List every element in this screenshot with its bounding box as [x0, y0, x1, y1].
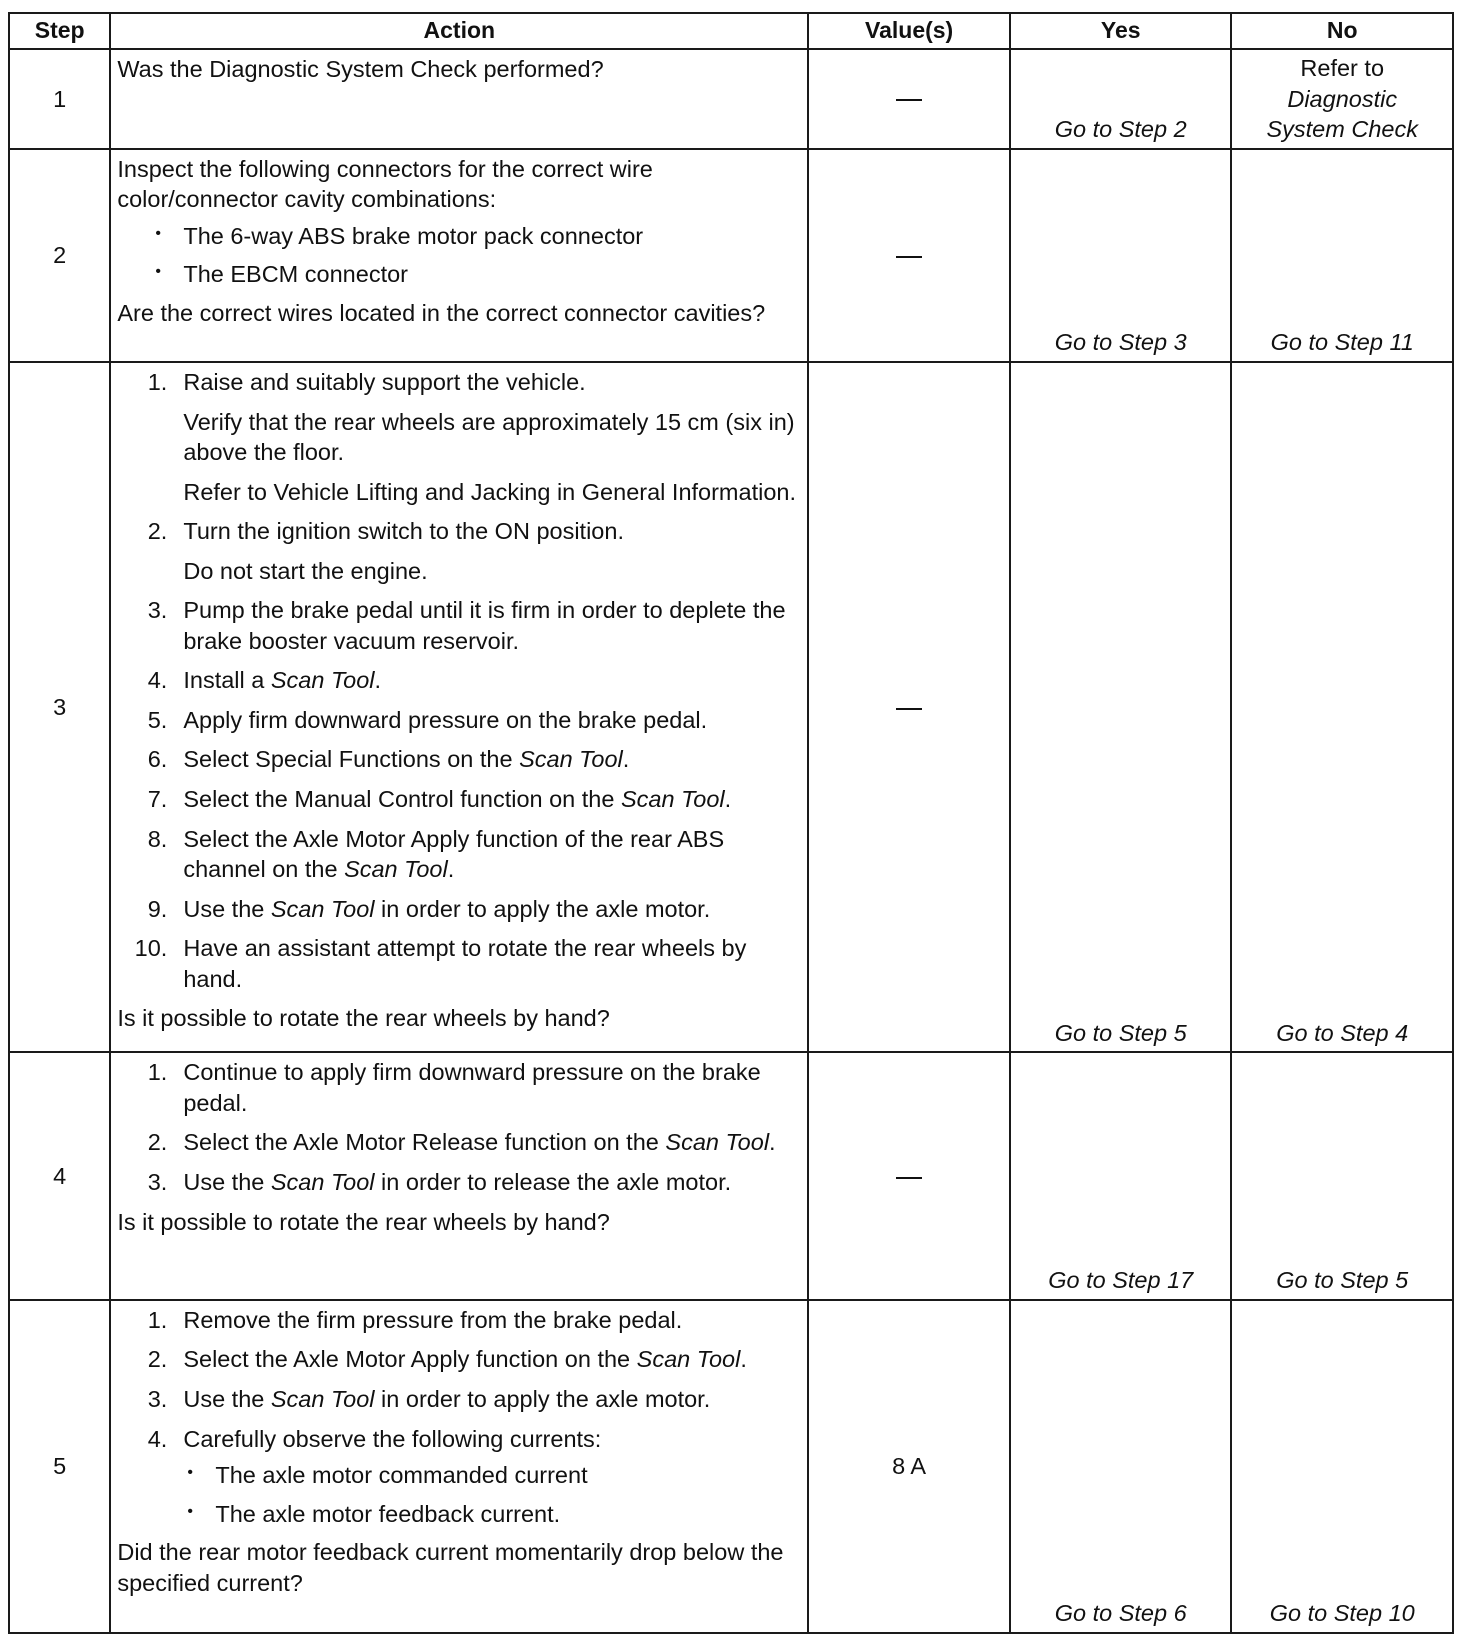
table-row	[9, 49, 1453, 149]
step-number: 3	[9, 362, 110, 1052]
yes-cell: Go to Step 6	[1010, 1300, 1232, 1633]
list-item	[117, 665, 799, 696]
yes-cell: Go to Step 2	[1010, 49, 1232, 149]
no-cell	[1231, 49, 1453, 149]
item-number: 4.	[147, 667, 168, 694]
scan-tool-term: Scan Tool	[519, 746, 623, 773]
list-item	[117, 1344, 799, 1375]
item-text: Select Special Functions on the	[183, 746, 520, 773]
table-row	[9, 1300, 1453, 1633]
item-number: 1.	[147, 1306, 168, 1333]
scan-tool-term: Scan Tool	[270, 895, 375, 922]
header-action: Action	[110, 13, 808, 49]
item-text: .	[447, 856, 455, 883]
yes-cell: Go to Step 5	[1010, 362, 1232, 1052]
item-number: 2.	[147, 1346, 168, 1373]
item-text: Select the Axle Motor Apply function on the	[183, 1346, 637, 1373]
yes-cell: Go to Step 3	[1010, 149, 1232, 362]
diagnostic-table	[8, 12, 1454, 1634]
value-dash	[896, 256, 922, 258]
question-text: Is it possible to rotate the rear wheels by hand?	[117, 1208, 610, 1235]
action-cell	[110, 362, 808, 1052]
item-text: Have an assistant attempt to rotate the rear wheels by hand.	[183, 935, 747, 992]
item-number: 1.	[147, 1059, 168, 1086]
no-line: Diagnostic	[1287, 85, 1398, 112]
header-step: Step	[9, 13, 110, 49]
action-text: Was the Diagnostic System Check performed?	[117, 56, 604, 82]
item-text: Apply firm downward pressure on the brake pedal.	[183, 706, 708, 733]
no-line: System Check	[1266, 116, 1418, 143]
item-text: Raise and suitably support the vehicle.	[183, 368, 586, 395]
item-text: Use the	[183, 1168, 271, 1195]
list-item	[117, 894, 799, 925]
value-cell	[808, 362, 1010, 1052]
bullet-item: • The axle motor commanded current	[117, 1460, 799, 1491]
item-text: in order to apply the axle motor.	[374, 895, 711, 922]
question-text: Are the correct wires located in the correct connector cavities?	[117, 299, 766, 326]
header-values: Value(s)	[808, 13, 1010, 49]
scan-tool-term: Scan Tool	[270, 1168, 375, 1195]
action-cell	[110, 149, 808, 362]
header-no: No	[1231, 13, 1453, 49]
list-item	[117, 1167, 799, 1198]
action-cell	[110, 1052, 808, 1300]
table-row	[9, 149, 1453, 362]
item-text: Select the Axle Motor Release function on the	[183, 1129, 666, 1156]
step-number: 4	[9, 1052, 110, 1300]
item-text: .	[724, 785, 732, 812]
list-item	[117, 933, 799, 994]
no-cell: Go to Step 11	[1231, 149, 1453, 362]
item-number: 7.	[147, 785, 168, 812]
list-item	[117, 516, 799, 586]
scan-tool-term: Scan Tool	[620, 785, 725, 812]
item-text: .	[622, 746, 630, 773]
list-item	[117, 705, 799, 736]
item-number: 6.	[147, 746, 168, 773]
item-number: 3.	[147, 1168, 168, 1195]
item-subtext: Verify that the rear wheels are approximately 15 cm (six in) above the floor.	[183, 408, 795, 466]
value-cell	[808, 149, 1010, 362]
item-text: .	[374, 667, 382, 694]
value-cell	[808, 49, 1010, 149]
item-text: Select the Manual Control function on the	[183, 785, 621, 812]
bullet-item: • The axle motor feedback current.	[117, 1499, 799, 1530]
scan-tool-term: Scan Tool	[344, 856, 448, 883]
item-number: 2.	[147, 518, 168, 545]
item-text: Pump the brake pedal until it is firm in order to deplete the brake booster vacuum reservoir.	[183, 597, 786, 654]
header-yes: Yes	[1010, 13, 1232, 49]
value-cell	[808, 1052, 1010, 1300]
no-line: Refer to	[1300, 54, 1385, 81]
step-number: 5	[9, 1300, 110, 1633]
item-subtext: Refer to Vehicle Lifting and Jacking in General Information.	[183, 478, 796, 505]
scan-tool-term: Scan Tool	[270, 1385, 375, 1412]
list-item	[117, 367, 799, 507]
item-text: Carefully observe the following currents:	[183, 1425, 602, 1452]
list-item	[117, 744, 799, 775]
item-text: in order to apply the axle motor.	[374, 1385, 711, 1412]
header-row	[9, 13, 1453, 49]
item-number: 10.	[134, 935, 168, 962]
item-number: 3.	[147, 1385, 168, 1412]
question-text: Is it possible to rotate the rear wheels by hand?	[117, 1005, 610, 1032]
item-text: Use the	[183, 895, 271, 922]
value-dash	[896, 708, 922, 710]
scan-tool-term: Scan Tool	[636, 1346, 741, 1373]
bullet-item: • The 6-way ABS brake motor pack connector	[117, 221, 799, 252]
scan-tool-term: Scan Tool	[270, 667, 375, 694]
item-number: 4.	[147, 1425, 168, 1452]
list-item	[117, 1057, 799, 1118]
no-cell: Go to Step 4	[1231, 362, 1453, 1052]
list-item	[117, 784, 799, 815]
item-text: Continue to apply firm downward pressure on the brake pedal.	[183, 1059, 761, 1116]
list-item	[117, 1127, 799, 1158]
list-item	[117, 1305, 799, 1336]
table-row	[9, 362, 1453, 1052]
bullet-item: • The EBCM connector	[117, 259, 799, 290]
item-text: Turn the ignition switch to the ON position.	[183, 518, 624, 545]
step-number: 2	[9, 149, 110, 362]
item-text: Remove the firm pressure from the brake pedal.	[183, 1306, 683, 1333]
table-row	[9, 1052, 1453, 1300]
no-cell: Go to Step 5	[1231, 1052, 1453, 1300]
scan-tool-term: Scan Tool	[665, 1129, 770, 1156]
item-number: 1.	[147, 368, 168, 395]
yes-cell: Go to Step 17	[1010, 1052, 1232, 1300]
action-text: Inspect the following connectors for the correct wire color/connector cavity combinations:	[117, 155, 653, 213]
item-number: 5.	[147, 706, 168, 733]
list-item	[117, 1384, 799, 1415]
item-text: Install a	[183, 667, 271, 694]
step-number: 1	[9, 49, 110, 149]
item-text: Select the Axle Motor Apply function of the rear ABS channel on the	[183, 825, 725, 883]
item-number: 2.	[147, 1129, 168, 1156]
item-text: .	[769, 1129, 776, 1156]
value-cell: 8 A	[808, 1300, 1010, 1633]
list-item	[117, 595, 799, 656]
item-subtext: Do not start the engine.	[183, 557, 428, 584]
value-dash	[896, 99, 922, 101]
list-item	[117, 824, 799, 885]
list-item	[117, 1424, 799, 1455]
item-text: .	[740, 1346, 747, 1373]
item-text: in order to release the axle motor.	[374, 1168, 732, 1195]
no-cell: Go to Step 10	[1231, 1300, 1453, 1633]
action-cell	[110, 49, 808, 149]
action-cell	[110, 1300, 808, 1633]
item-number: 8.	[147, 825, 168, 852]
question-text: Did the rear motor feedback current momentarily drop below the specified current?	[117, 1539, 784, 1596]
item-text: Use the	[183, 1385, 271, 1412]
item-number: 3.	[147, 597, 168, 624]
value-dash	[896, 1177, 922, 1179]
item-number: 9.	[147, 895, 168, 922]
